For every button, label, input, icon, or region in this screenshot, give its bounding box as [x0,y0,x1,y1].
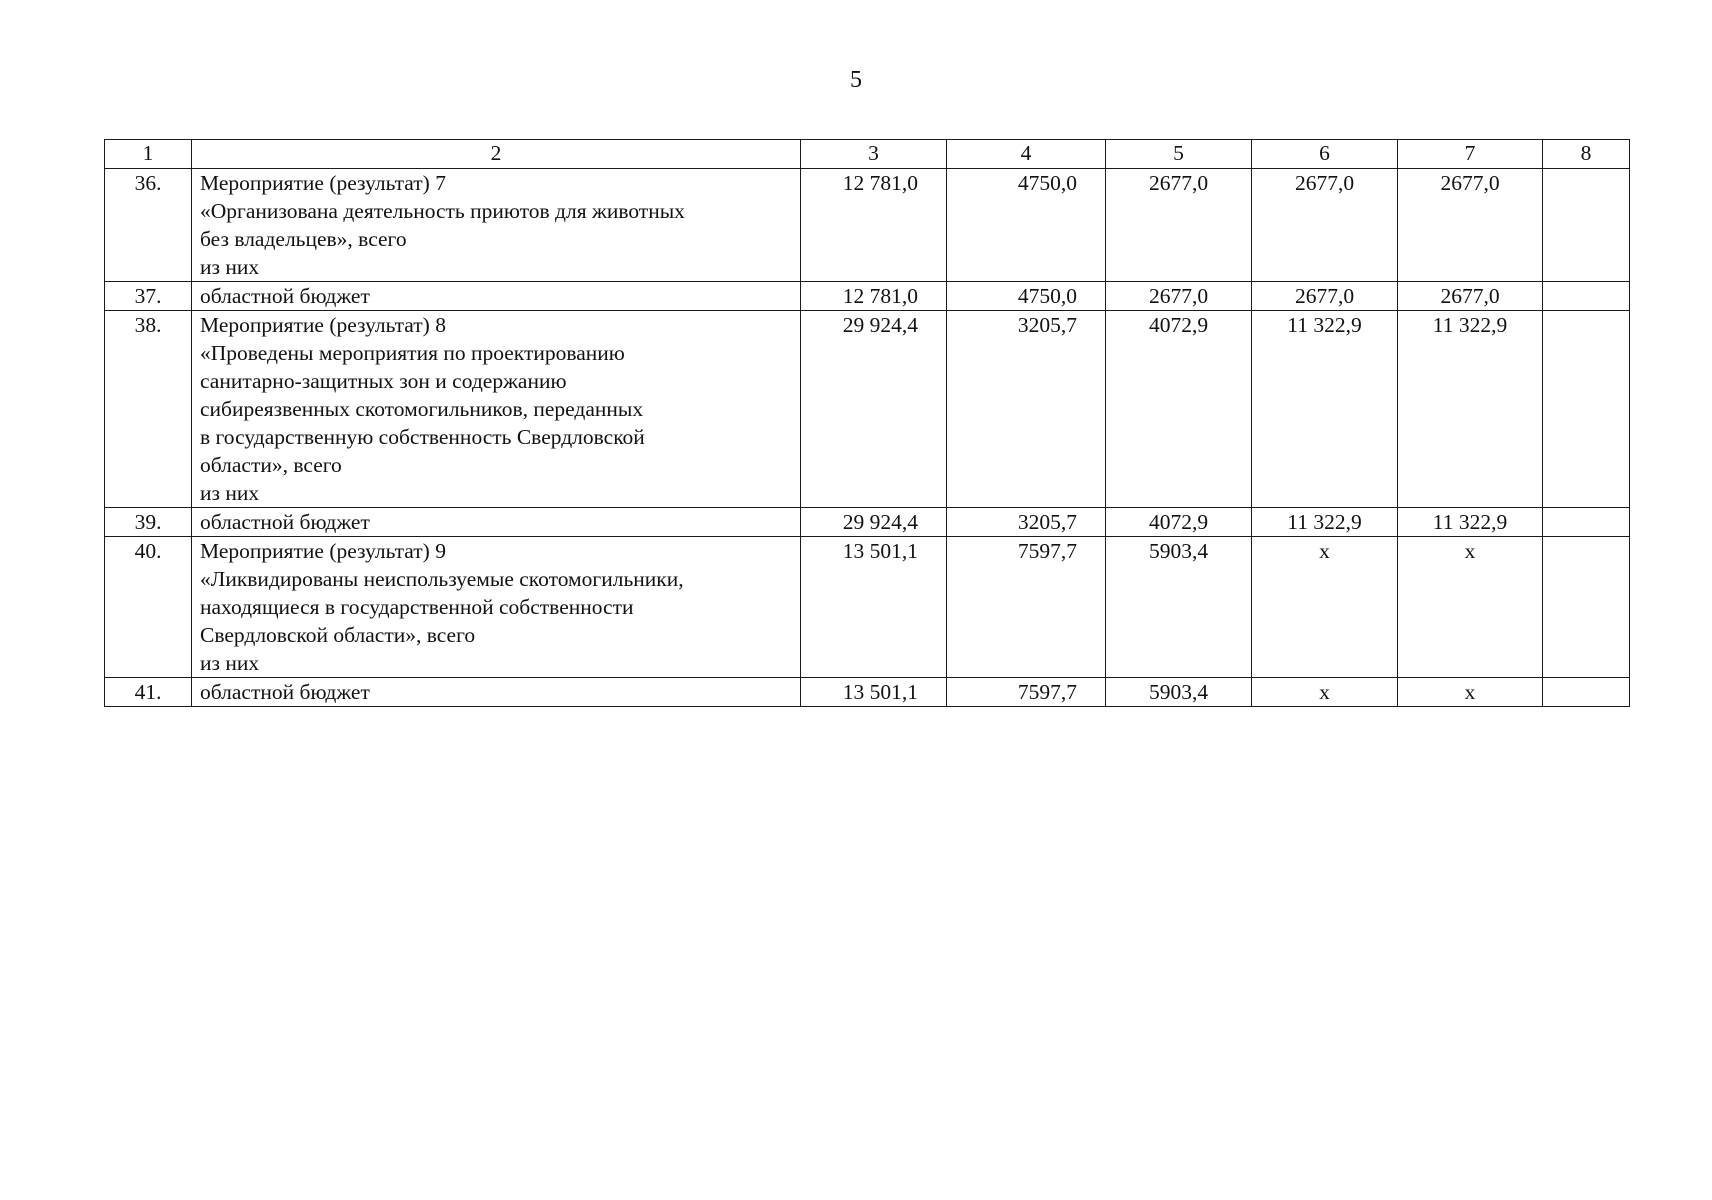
row-number: 39. [105,508,192,537]
value-cell: x [1252,537,1398,678]
row-description: областной бюджет [192,678,801,707]
value-cell: 4072,9 [1106,311,1252,508]
row-number: 40. [105,537,192,678]
header-cell: 8 [1543,140,1630,169]
value-cell [1543,311,1630,508]
row-description: Мероприятие (результат) 9 «Ликвидированы неиспользуемые скотомогильники, находящиеся в государственной собственности Свердловской области», всего из них [192,537,801,678]
value-cell: 12 781,0 [801,282,947,311]
row-number: 38. [105,311,192,508]
value-cell: 13 501,1 [801,678,947,707]
header-cell: 5 [1106,140,1252,169]
header-cell: 4 [947,140,1106,169]
row-number: 37. [105,282,192,311]
value-cell: 4750,0 [947,282,1106,311]
table-header-row [105,140,1630,169]
value-cell [1543,678,1630,707]
row-number: 41. [105,678,192,707]
table-row [105,508,1630,537]
row-description: Мероприятие (результат) 8 «Проведены мероприятия по проектированию санитарно-защитных зон и содержанию сибиреязвенных скотомогильников, переданных в государственную собственность Свердловской области», всего из них [192,311,801,508]
header-cell: 7 [1398,140,1543,169]
row-description: областной бюджет [192,282,801,311]
header-cell: 6 [1252,140,1398,169]
value-cell: 12 781,0 [801,169,947,282]
value-cell: 5903,4 [1106,678,1252,707]
row-description: областной бюджет [192,508,801,537]
header-cell: 1 [105,140,192,169]
table-row [105,537,1630,678]
value-cell: 13 501,1 [801,537,947,678]
value-cell: 2677,0 [1398,282,1543,311]
value-cell: 2677,0 [1252,169,1398,282]
table-row [105,311,1630,508]
value-cell: 2677,0 [1398,169,1543,282]
value-cell: 11 322,9 [1252,508,1398,537]
value-cell: 2677,0 [1106,169,1252,282]
budget-table [104,139,1630,707]
value-cell: 11 322,9 [1398,311,1543,508]
table-row [105,678,1630,707]
value-cell: 29 924,4 [801,311,947,508]
value-cell: x [1398,537,1543,678]
value-cell: 2677,0 [1106,282,1252,311]
value-cell [1543,169,1630,282]
value-cell: 4072,9 [1106,508,1252,537]
page-number: 5 [850,67,862,93]
value-cell: 11 322,9 [1252,311,1398,508]
row-number: 36. [105,169,192,282]
value-cell: x [1398,678,1543,707]
value-cell: 7597,7 [947,678,1106,707]
value-cell: x [1252,678,1398,707]
value-cell: 11 322,9 [1398,508,1543,537]
value-cell: 5903,4 [1106,537,1252,678]
value-cell: 3205,7 [947,311,1106,508]
value-cell: 2677,0 [1252,282,1398,311]
value-cell [1543,537,1630,678]
header-cell: 3 [801,140,947,169]
value-cell: 7597,7 [947,537,1106,678]
value-cell: 4750,0 [947,169,1106,282]
value-cell: 3205,7 [947,508,1106,537]
row-description: Мероприятие (результат) 7 «Организована деятельность приютов для животных без владельцев», всего из них [192,169,801,282]
table-row [105,169,1630,282]
value-cell: 29 924,4 [801,508,947,537]
table-row [105,282,1630,311]
value-cell [1543,508,1630,537]
value-cell [1543,282,1630,311]
header-cell: 2 [192,140,801,169]
